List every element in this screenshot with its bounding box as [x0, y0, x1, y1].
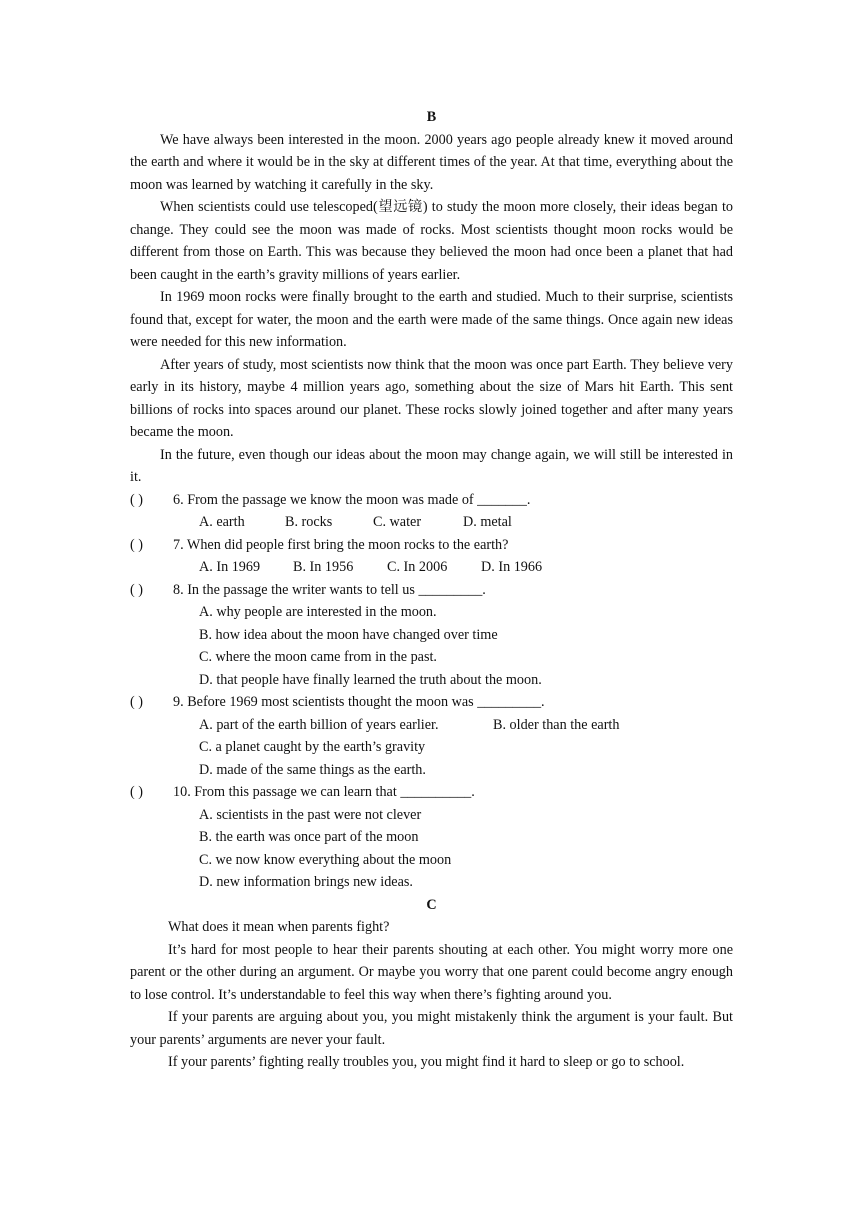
option-b: B. older than the earth: [493, 716, 620, 733]
option-d: D. made of the same things as the earth.: [199, 761, 426, 778]
option-a: A. scientists in the past were not clever: [199, 806, 422, 823]
option-c: C. where the moon came from in the past.: [199, 649, 437, 665]
section-b-paragraph-5: In the future, even though our ideas about the moon may change again, we will still be interested in it.: [130, 446, 733, 485]
option-b: B. the earth was once part of the moon: [199, 829, 419, 845]
answer-blank[interactable]: ( ): [130, 581, 143, 598]
section-c-paragraph-3: If your parents are arguing about you, you might mistakenly think the argument is your fault. But your parents’ arguments are never your fault.: [130, 1009, 733, 1048]
question-10: [130, 781, 733, 804]
section-c-paragraph-2: It’s hard for most people to hear their parents shouting at each other. You might worry more one parent or the other during an argument. Or maybe you worry that one parent could become angry enough to lose control. It’s understandable to feel this way when there’s fighting around you.: [130, 941, 733, 1003]
option-d: D. that people have finally learned the truth about the moon.: [199, 671, 542, 688]
option-d: D. In 1966: [481, 559, 543, 575]
option-c: C. we now know everything about the moon: [199, 851, 452, 868]
question-stem: 7. When did people first bring the moon rocks to the earth?: [173, 536, 509, 553]
option-b: B. how idea about the moon have changed over time: [199, 626, 498, 643]
option-a: A. part of the earth billion of years earlier.: [199, 716, 439, 733]
answer-blank[interactable]: ( ): [130, 491, 143, 508]
question-stem: 9. Before 1969 most scientists thought the moon was _________.: [173, 694, 545, 710]
section-c-heading: C: [426, 896, 437, 913]
option-d: D. new information brings new ideas.: [199, 874, 413, 890]
section-b-paragraph-1: We have always been interested in the moon. 2000 years ago people already knew it moved around the earth and where it would be in the sky at different times of the year. At that time, everything about the moon was learned by watching it carefully in the sky.: [130, 131, 733, 193]
question-stem: 10. From this passage we can learn that __________.: [173, 784, 475, 800]
section-b-heading: B: [426, 109, 437, 125]
option-a: A. earth: [199, 514, 245, 530]
question-6-options: [130, 511, 733, 534]
answer-blank[interactable]: ( ): [130, 694, 143, 710]
option-c: C. water: [373, 514, 422, 530]
option-b: B. In 1956: [293, 559, 354, 575]
section-b-paragraph-3: In 1969 moon rocks were finally brought to the earth and studied. Much to their surprise, scientists found that, except for water, the moon and the earth were made of the same things. Once again new ideas were needed for this new information.: [130, 289, 733, 350]
option-a: A. why people are interested in the moon.: [199, 604, 437, 620]
section-b-paragraph-2: When scientists could use telescoped(望远镜) to study the moon more closely, their ideas began to change. They could see the moon was made of rocks. Most scientists thought moon rocks would be different from those on Earth. This was because they believed the moon had once been a planet that had been caught in the earth’s gravity millions of years earlier.: [130, 199, 733, 283]
question-9: [130, 691, 733, 714]
option-a: A. In 1969: [199, 559, 261, 575]
question-9-options-ab: [130, 714, 733, 737]
option-c: C. a planet caught by the earth’s gravity: [199, 739, 426, 755]
option-c: C. In 2006: [387, 559, 448, 575]
question-7: [130, 534, 733, 557]
option-b: B. rocks: [285, 514, 333, 530]
section-b-paragraph-4: After years of study, most scientists now think that the moon was once part Earth. They believe very early in its history, maybe 4 million years ago, something about the size of Mars hit Earth. This sent billions of rocks into spaces around our planet. These rocks slowly joined together and after many years became the moon.: [130, 356, 733, 440]
question-6: [130, 489, 733, 512]
question-7-options: [130, 556, 733, 579]
question-stem: 8. In the passage the writer wants to tell us _________.: [173, 581, 486, 598]
section-c-paragraph-4: If your parents’ fighting really troubles you, you might find it hard to sleep or go to school.: [168, 1054, 685, 1070]
question-stem: 6. From the passage we know the moon was made of _______.: [173, 491, 531, 508]
question-8: [130, 579, 733, 602]
answer-blank[interactable]: ( ): [130, 784, 143, 800]
answer-blank[interactable]: ( ): [130, 536, 143, 553]
section-c-paragraph-1: What does it mean when parents fight?: [168, 919, 390, 935]
document-page: [130, 106, 733, 1074]
option-d: D. metal: [463, 514, 512, 530]
